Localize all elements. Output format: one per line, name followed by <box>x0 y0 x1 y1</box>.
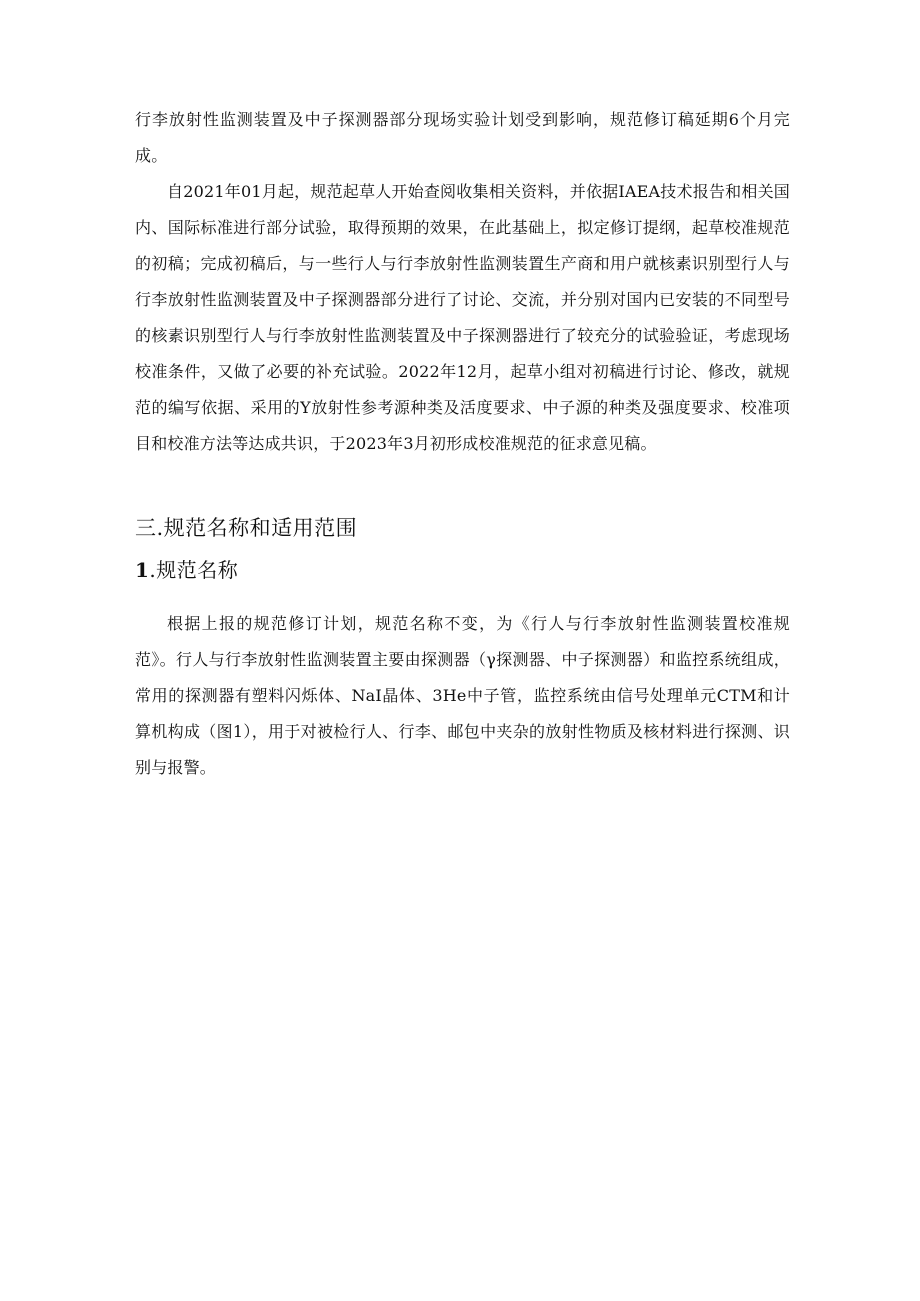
paragraph-drafting-history: 自2021年01月起，规范起草人开始查阅收集相关资料，并依据IAEA技术报告和相关国内、国际标准进行部分试验，取得预期的效果，在此基础上，拟定修订提纲，起草校准规范的初稿；完成初稿后，与一些行人与行李放射性监测装置生产商和用户就核素识别型行人与行李放射性监测装置及中子探测器部分进行了讨论、交流，并分别对国内已安装的不同型号的核素识别型行人与行李放射性监测装置及中子探测器进行了较充分的试验验证，考虑现场校准条件，又做了必要的补充试验。2022年12月，起草小组对初稿进行讨论、修改，就规范的编写依据、采用的Y放射性参考源种类及活度要求、中子源的种类及强度要求、校准项目和校准方法等达成共识，于2023年3月初形成校准规范的征求意见稿。 <box>135 182 790 453</box>
section-heading-3: 三.规范名称和适用范围 <box>135 516 358 540</box>
paragraph-continuation: 行李放射性监测装置及中子探测器部分现场实验计划受到影响，规范修订稿延期6个月完成。 <box>135 110 790 165</box>
subsection-title: .规范名称 <box>149 558 239 582</box>
subsection-heading-1 <box>135 554 790 586</box>
paragraph-specification-name: 根据上报的规范修订计划，规范名称不变，为《行人与行李放射性监测装置校准规范》。行人与行李放射性监测装置主要由探测器（γ探测器、中子探测器）和监控系统组成，常用的探测器有塑料闪烁体、NaI晶体、3He中子管，监控系统由信号处理单元CTM和计算机构成（图1），用于对被检行人、行李、邮包中夹杂的放射性物质及核材料进行探测、识别与报警。 <box>135 614 790 777</box>
subsection-number: 1 <box>135 558 150 582</box>
document-body <box>135 102 790 786</box>
